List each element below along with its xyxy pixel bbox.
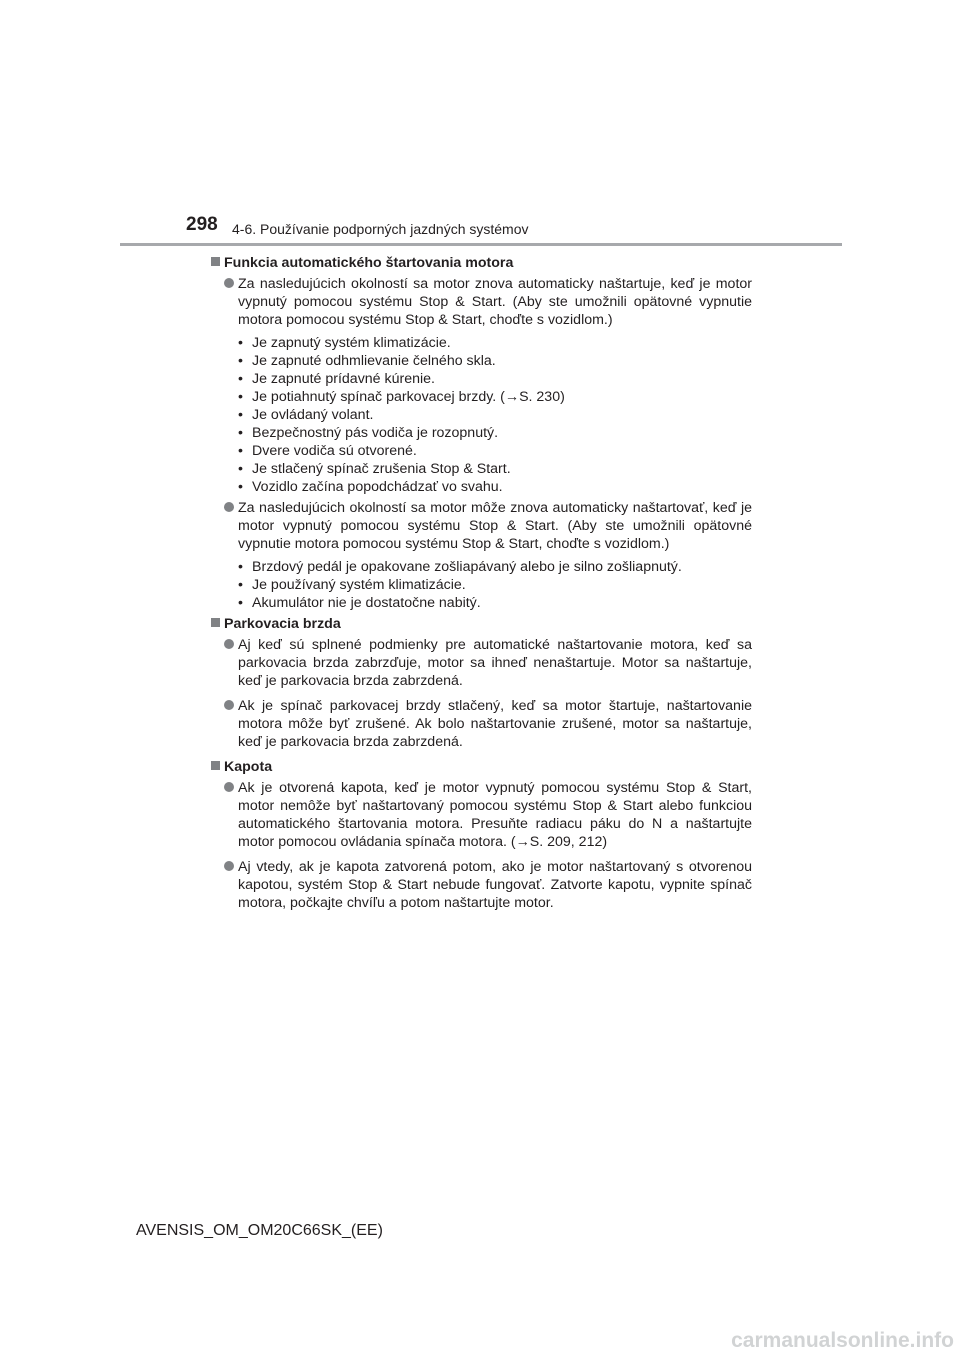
sub-list-item-text: Dvere vodiča sú otvorené. (252, 443, 417, 459)
dot-bullet-icon: • (238, 335, 243, 351)
list-item (210, 636, 752, 690)
list-item-text: Aj vtedy, ak je kapota zatvorená potom, ako je motor naštartovaný s otvorenou kapotou, systém Stop & Start nebude fungovať. Zatvorte kapotu, vypnite spínač motora, počkajte chvíľu a potom naštartujte motor. (238, 859, 752, 911)
sub-list-item (238, 406, 752, 424)
dot-bullet-icon: • (238, 407, 243, 423)
list-item (210, 275, 752, 329)
sub-list-item-text: Je zapnutý systém klimatizácie. (252, 335, 451, 351)
sub-list-item (238, 352, 752, 370)
content (210, 254, 752, 919)
dot-bullet-icon: • (238, 577, 243, 593)
section-heading-text: Parkovacia brzda (224, 616, 341, 632)
sub-list-item (238, 370, 752, 388)
list-item (210, 697, 752, 751)
list-item-text: Aj keď sú splnené podmienky pre automatické naštartovanie motora, keď sa parkovacia brzda zabrzďuje, motor sa ihneď nenaštartuje. Motor sa naštartuje, keď je parkovacia brzda zabrzdená. (238, 637, 752, 689)
square-bullet-icon (211, 257, 220, 266)
circle-bullet-icon (224, 278, 234, 288)
footer-document-code: AVENSIS_OM_OM20C66SK_(EE) (136, 1222, 383, 1239)
dot-bullet-icon: • (238, 461, 243, 477)
section-automatic-engine-start (210, 254, 752, 612)
circle-bullet-icon (224, 700, 234, 710)
dot-bullet-icon: • (238, 479, 243, 495)
sub-list-item (238, 558, 752, 576)
chapter-title: 4-6. Používanie podporných jazdných systémov (232, 221, 529, 237)
dot-bullet-icon: • (238, 443, 243, 459)
sub-list-item (238, 576, 752, 594)
sub-list-item (238, 478, 752, 496)
sub-list-item-text: Brzdový pedál je opakovane zošliapávaný alebo je silno zošliapnutý. (252, 559, 682, 575)
dot-bullet-icon: • (238, 425, 243, 441)
section-heading-text: Funkcia automatického štartovania motora (224, 255, 514, 271)
sub-list-item-text: Je používaný systém klimatizácie. (252, 577, 466, 593)
header-rule (120, 243, 842, 246)
square-bullet-icon (211, 761, 220, 770)
section-heading (210, 758, 752, 776)
list-item-text: Za nasledujúcich okolností sa motor znova automaticky naštartuje, keď je motor vypnutý pomocou systému Stop & Start. (Aby ste umožnili opätovné vypnutie motora pomocou systému Stop & Start, choďte s vozidlom.) (238, 276, 752, 328)
list-item-text: Za nasledujúcich okolností sa motor môže znova automaticky naštartovať, keď je motor vypnutý pomocou systému Stop & Start. (Aby ste umožnili opätovné vypnutie motora pomocou systému Stop & Start, choďte s vozidlom.) (238, 500, 752, 552)
dot-bullet-icon: • (238, 389, 243, 405)
sub-list-item-text: Je potiahnutý spínač parkovacej brzdy. (→S. 230) (252, 389, 565, 405)
list-item (210, 499, 752, 553)
list-item (210, 779, 752, 851)
dot-bullet-icon: • (238, 371, 243, 387)
circle-bullet-icon (224, 502, 234, 512)
circle-bullet-icon (224, 782, 234, 792)
square-bullet-icon (211, 618, 220, 627)
sub-list-item-text: Akumulátor nie je dostatočne nabitý. (252, 595, 481, 611)
sub-list-item (238, 460, 752, 478)
sub-list-item (238, 334, 752, 352)
watermark: carmanualsonline.info (731, 1329, 954, 1352)
list-item (210, 858, 752, 912)
circle-bullet-icon (224, 639, 234, 649)
section-heading-text: Kapota (224, 759, 273, 775)
sub-list-item-text: Je zapnuté prídavné kúrenie. (252, 371, 435, 387)
section-heading (210, 254, 752, 272)
circle-bullet-icon (224, 861, 234, 871)
dot-bullet-icon: • (238, 353, 243, 369)
sub-list-item-text: Je stlačený spínač zrušenia Stop & Start. (252, 461, 511, 477)
sub-list (238, 334, 752, 496)
sub-list-item-text: Je ovládaný volant. (252, 407, 374, 423)
section-hood (210, 758, 752, 912)
section-parking-brake (210, 615, 752, 751)
list-item-text: Ak je spínač parkovacej brzdy stlačený, keď sa motor štartuje, naštartovanie motora môže byť zrušené. Ak bolo naštartovanie zrušené, motor sa naštartuje, keď je parkovacia brzda zabrzdená. (238, 698, 752, 750)
sub-list-item-text: Bezpečnostný pás vodiča je rozopnutý. (252, 425, 499, 441)
sub-list-item-text: Je zapnuté odhmlievanie čelného skla. (252, 353, 496, 369)
sub-list-item-text: Vozidlo začína popodchádzať vo svahu. (252, 479, 503, 495)
dot-bullet-icon: • (238, 559, 243, 575)
sub-list-item (238, 388, 752, 406)
sub-list-item (238, 594, 752, 612)
section-heading (210, 615, 752, 633)
sub-list-item (238, 424, 752, 442)
sub-list (238, 558, 752, 612)
sub-list-item (238, 442, 752, 460)
list-item-text: Ak je otvorená kapota, keď je motor vypnutý pomocou systému Stop & Start, motor nemôže byť naštartovaný pomocou systému Stop & Start alebo funkciou automatického štartovania motora. Presuňte radiacu páku do N a naštartujte motor pomocou ovládania spínača motora. (→S. 209, 212) (238, 780, 752, 850)
page-number: 298 (186, 214, 218, 235)
dot-bullet-icon: • (238, 595, 243, 611)
